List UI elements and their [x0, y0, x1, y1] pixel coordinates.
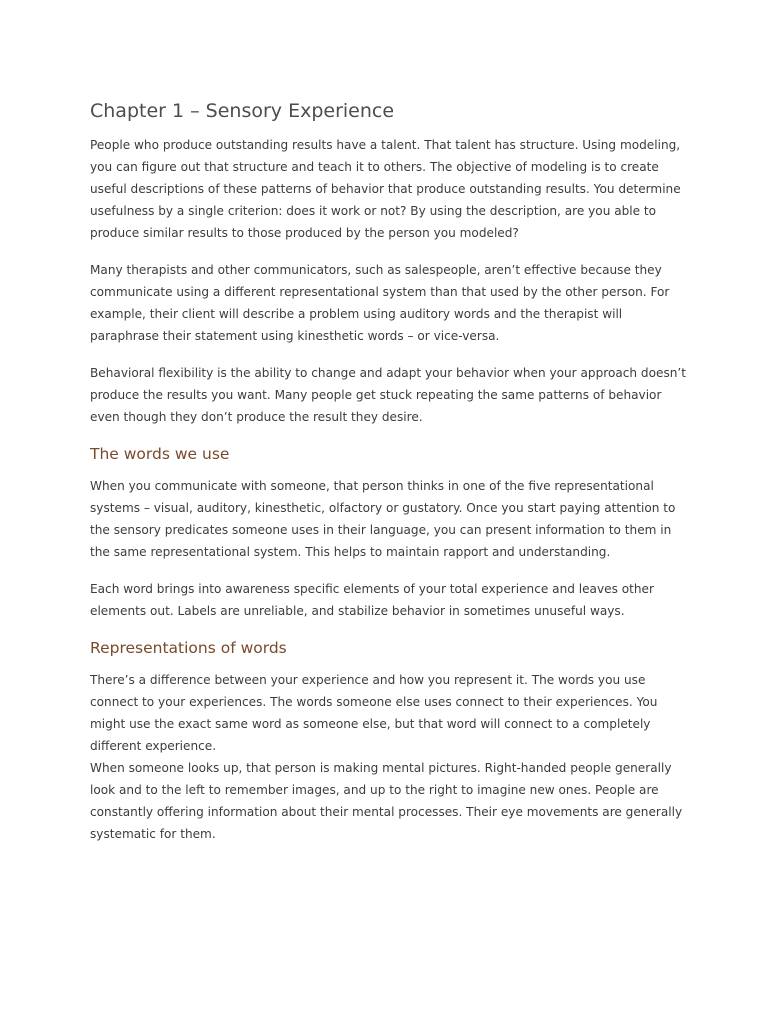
paragraph-representations-2: When someone looks up, that person is making mental pictures. Right-handed people generally look and to the left to remember images, and up to the right to imagine new ones. People are constantly offering information about their mental processes. Their eye movements are generally systematic for them.: [90, 761, 683, 841]
paragraph-words-2: Each word brings into awareness specific elements of your total experience and leaves other elements out. Labels are unreliable, and stabilize behavior in sometimes unuseful ways.: [90, 582, 654, 618]
chapter-title: Chapter 1 – Sensory Experience: [90, 100, 395, 122]
paragraph-intro-2: Many therapists and other communicators, such as salespeople, aren’t effective because they communicate using a different representational system than that used by the other person. For example, their client will describe a problem using auditory words and the therapist will paraphrase their statement using kinesthetic words – or vice-versa.: [90, 263, 670, 343]
document-page: [90, 98, 690, 845]
section-heading-representations: Representations of words: [90, 639, 287, 657]
paragraph-words-1: When you communicate with someone, that person thinks in one of the five representational systems – visual, auditory, kinesthetic, olfactory or gustatory. Once you start paying attention to the sensory predicates someone uses in their language, you can present information to them in the same representational system. This helps to maintain rapport and understanding.: [90, 479, 676, 559]
paragraph-representations-1: There’s a difference between your experience and how you represent it. The words you use connect to your experiences. The words someone else uses connect to their experiences. You might use the exact same word as someone else, but that word will connect to a completely different experience.: [90, 673, 658, 753]
section-heading-words: The words we use: [90, 445, 230, 463]
paragraph-intro-1: People who produce outstanding results have a talent. That talent has structure. Using modeling, you can figure out that structure and teach it to others. The objective of modeling is to create useful descriptions of these patterns of behavior that produce outstanding results. You determine usefulness by a single criterion: does it work or not? By using the description, are you able to produce similar results to those produced by the person you modeled?: [90, 138, 681, 240]
paragraph-intro-3: Behavioral flexibility is the ability to change and adapt your behavior when your approach doesn’t produce the results you want. Many people get stuck repeating the same patterns of behavior even though they don’t produce the result they desire.: [90, 366, 686, 424]
